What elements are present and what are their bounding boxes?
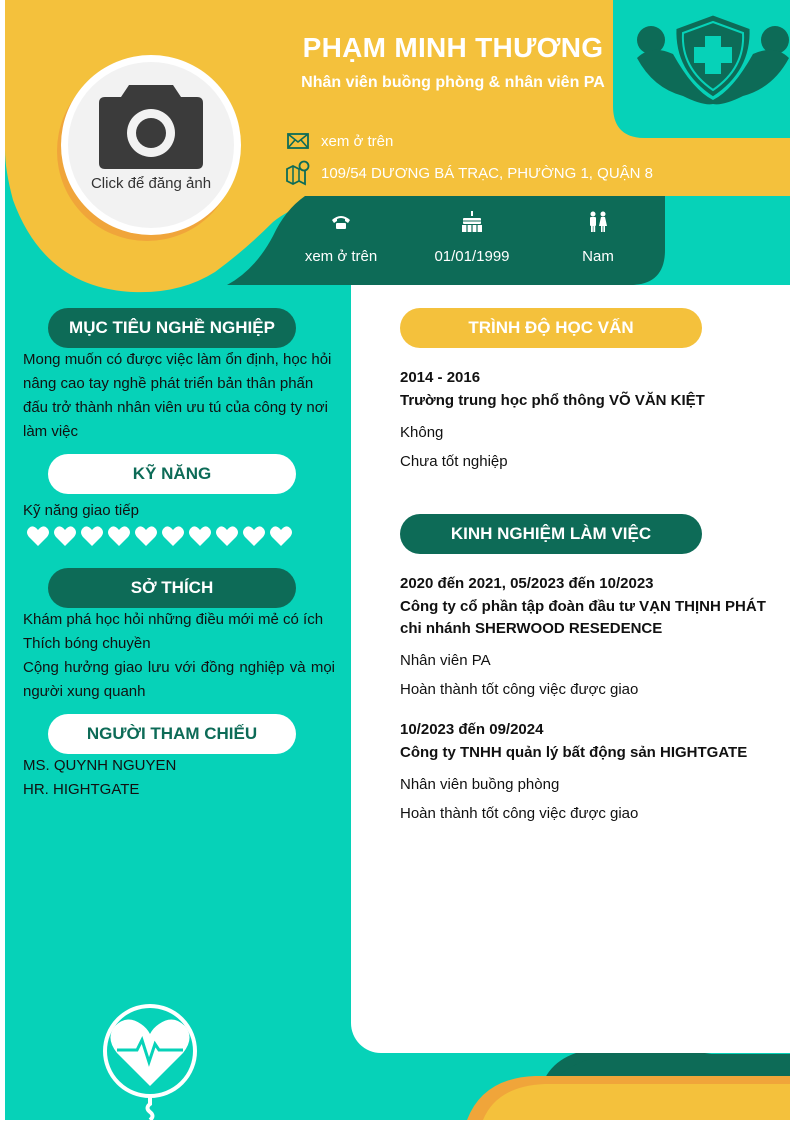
skill-name: Kỹ năng giao tiếp <box>23 502 139 519</box>
heart-pulse-icon <box>95 998 205 1120</box>
education-school: Trường trung học phổ thông VÕ VĂN KIỆT <box>400 392 705 409</box>
envelope-icon <box>283 127 313 155</box>
gender-icon <box>538 208 658 236</box>
phone-icon <box>281 208 401 236</box>
experience-period: 2020 đến 2021, 05/2023 đến 10/2023 <box>400 575 654 592</box>
education-result: Chưa tốt nghiệp <box>400 453 508 470</box>
experience-company: Công ty TNHH quản lý bất động sản HIGHTGATE <box>400 744 748 761</box>
hobby-item: Cộng hưởng giao lưu với đồng nghiệp và mọi người xung quanh <box>23 659 335 700</box>
birthday-text: 01/01/1999 <box>434 248 510 265</box>
heart-icon <box>242 525 266 547</box>
objective-text: Mong muốn có được việc làm ổn định, học hỏi nâng cao tay nghề phát triển bản thân phấn đấu trở thành nhân viên ưu tú của công ty nơi làm việc <box>23 351 332 440</box>
hobby-item: Thích bóng chuyền <box>23 635 151 652</box>
skills-heading: KỸ NĂNG <box>48 454 296 494</box>
candidate-name: PHẠM MINH THƯƠNG <box>302 32 604 63</box>
experience-company: Công ty cổ phần tập đoàn đầu tư VẠN THỊNH PHÁT chi nhánh SHERWOOD RESEDENCE <box>400 598 766 637</box>
heart-icon <box>188 525 212 547</box>
email-row <box>283 127 393 155</box>
experience-item <box>400 719 780 825</box>
experience-description: Hoàn thành tốt công việc được giao <box>400 805 639 822</box>
address-text: 109/54 DƯƠNG BÁ TRẠC, PHƯỜNG 1, QUẬN 8 <box>321 164 653 182</box>
gender-text: Nam <box>582 248 614 265</box>
objective-heading: MỤC TIÊU NGHỀ NGHIỆP <box>48 308 296 348</box>
heart-icon <box>53 525 77 547</box>
education-major: Không <box>400 424 444 441</box>
references-heading: NGƯỜI THAM CHIẾU <box>48 714 296 754</box>
heart-icon <box>161 525 185 547</box>
email-text: xem ở trên <box>321 132 394 150</box>
experience-item <box>400 573 780 701</box>
experience-period: 10/2023 đến 09/2024 <box>400 721 544 738</box>
experience-position: Nhân viên buồng phòng <box>400 776 560 793</box>
education-period: 2014 - 2016 <box>400 369 481 386</box>
camera-icon <box>99 81 203 169</box>
heart-icon <box>80 525 104 547</box>
map-pin-icon <box>283 159 313 187</box>
experience-heading: KINH NGHIỆM LÀM VIỆC <box>400 514 702 554</box>
references-list <box>23 754 335 802</box>
hobby-item: Khám phá học hỏi những điều mới mẻ có ích <box>23 611 324 628</box>
phone-text: xem ở trên <box>304 248 378 265</box>
reference-item: MS. QUYNH NGUYEN <box>23 757 177 774</box>
education-item <box>400 367 780 473</box>
avatar-upload[interactable] <box>61 55 241 235</box>
heart-icon <box>134 525 158 547</box>
birthday-item <box>412 208 532 265</box>
cv-page <box>5 0 790 1120</box>
medical-shield-icon <box>633 10 790 105</box>
experience-position: Nhân viên PA <box>400 652 491 669</box>
heart-icon <box>107 525 131 547</box>
heart-icon <box>269 525 293 547</box>
experience-description: Hoàn thành tốt công việc được giao <box>400 681 639 698</box>
gender-item <box>538 208 658 265</box>
candidate-job-title: Nhân viên buồng phòng & nhân viên PA <box>301 74 605 91</box>
hobbies-list <box>23 608 335 704</box>
heart-icon <box>26 525 50 547</box>
birthday-cake-icon <box>412 208 532 236</box>
address-row <box>283 159 653 187</box>
phone-item <box>281 208 401 265</box>
skill-rating <box>26 525 293 547</box>
hobbies-heading: SỞ THÍCH <box>48 568 296 608</box>
heart-icon <box>215 525 239 547</box>
education-heading: TRÌNH ĐỘ HỌC VẤN <box>400 308 702 348</box>
reference-item: HR. HIGHTGATE <box>23 781 140 798</box>
avatar-label: Click để đăng ảnh <box>90 175 212 192</box>
